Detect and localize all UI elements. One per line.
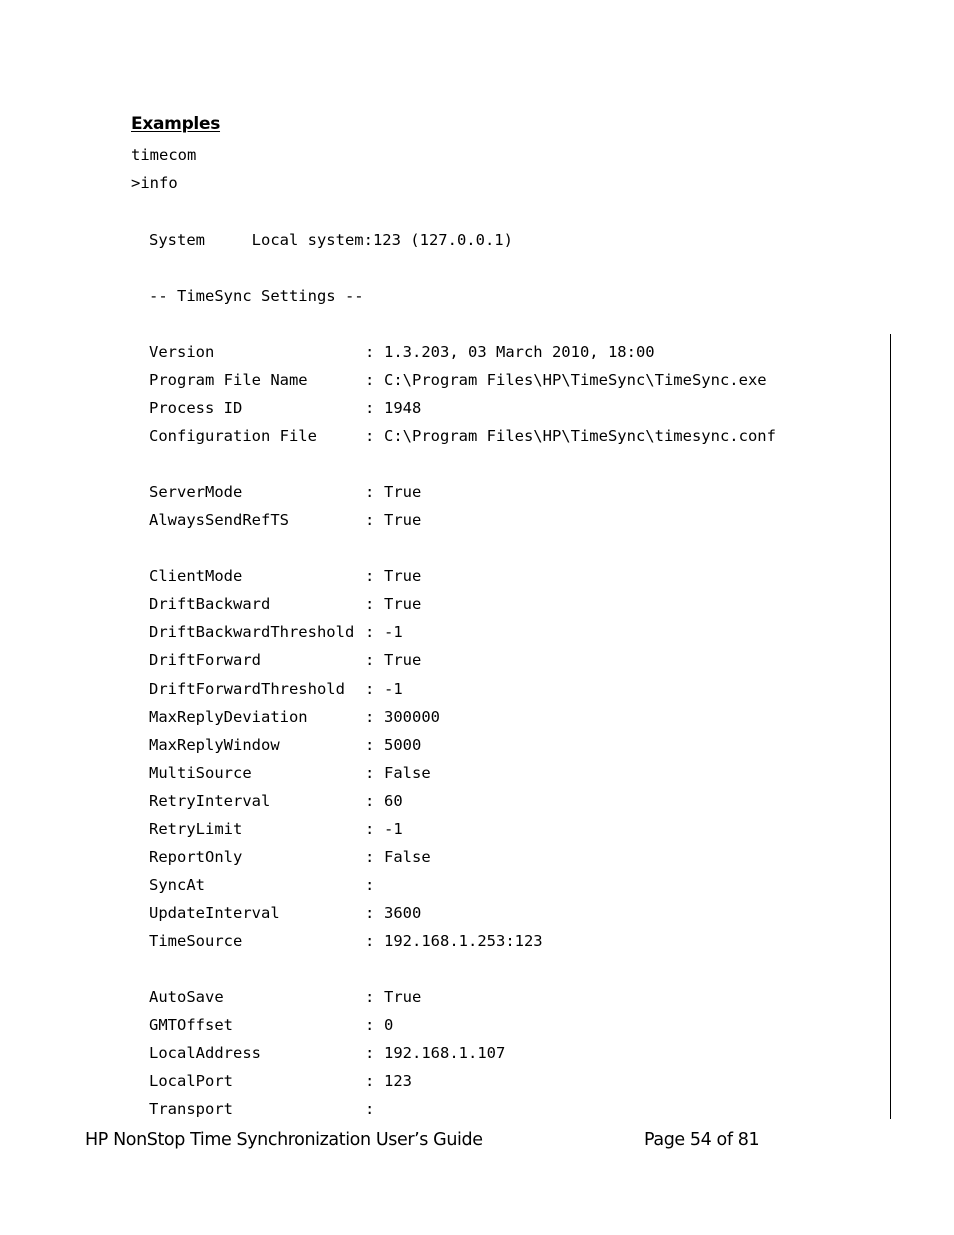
setting-separator: :: [365, 932, 375, 950]
setting-value: -1: [384, 820, 403, 838]
section-header: -- TimeSync Settings --: [149, 287, 364, 305]
setting-separator: :: [365, 483, 375, 501]
setting-key: LocalPort: [149, 1072, 233, 1090]
setting-separator: :: [365, 595, 375, 613]
setting-key: RetryInterval: [149, 792, 271, 810]
setting-value: 5000: [384, 736, 422, 754]
setting-separator: :: [365, 567, 375, 585]
setting-key: LocalAddress: [149, 1044, 261, 1062]
setting-separator: :: [365, 1044, 375, 1062]
setting-value: 1.3.203, 03 March 2010, 18:00: [384, 343, 655, 361]
setting-key: SyncAt: [149, 876, 205, 894]
setting-value: C:\Program Files\HP\TimeSync\TimeSync.exe: [384, 371, 767, 389]
setting-value: 300000: [384, 708, 440, 726]
setting-value: True: [384, 567, 422, 585]
setting-separator: :: [365, 904, 375, 922]
command-info: >info: [131, 174, 178, 192]
setting-separator: :: [365, 651, 375, 669]
setting-separator: :: [365, 736, 375, 754]
setting-value: 0: [384, 1016, 394, 1034]
setting-value: True: [384, 651, 422, 669]
setting-key: ServerMode: [149, 483, 243, 501]
setting-value: False: [384, 848, 431, 866]
setting-value: C:\Program Files\HP\TimeSync\timesync.conf: [384, 427, 776, 445]
setting-separator: :: [365, 399, 375, 417]
setting-key: GMTOffset: [149, 1016, 233, 1034]
setting-key: MaxReplyWindow: [149, 736, 280, 754]
setting-separator: :: [365, 708, 375, 726]
setting-separator: :: [365, 371, 375, 389]
setting-separator: :: [365, 680, 375, 698]
setting-value: True: [384, 988, 422, 1006]
setting-separator: :: [365, 427, 375, 445]
setting-value: True: [384, 511, 422, 529]
setting-key: DriftBackward: [149, 595, 271, 613]
setting-key: DriftForward: [149, 651, 261, 669]
setting-separator: :: [365, 623, 375, 641]
setting-value: True: [384, 595, 422, 613]
setting-separator: :: [365, 792, 375, 810]
setting-key: Transport: [149, 1100, 233, 1118]
setting-value: 192.168.1.253:123: [384, 932, 543, 950]
setting-separator: :: [365, 1100, 375, 1118]
setting-value: -1: [384, 623, 403, 641]
setting-value: -1: [384, 680, 403, 698]
setting-value: False: [384, 764, 431, 782]
setting-key: Process ID: [149, 399, 243, 417]
setting-separator: :: [365, 343, 375, 361]
setting-key: DriftForwardThreshold: [149, 680, 345, 698]
setting-separator: :: [365, 876, 375, 894]
setting-value: 1948: [384, 399, 422, 417]
setting-key: AutoSave: [149, 988, 224, 1006]
setting-value: 3600: [384, 904, 422, 922]
setting-key: UpdateInterval: [149, 904, 280, 922]
setting-separator: :: [365, 1072, 375, 1090]
setting-key: Version: [149, 343, 215, 361]
setting-key: Configuration File: [149, 427, 317, 445]
change-bar: [890, 334, 891, 1119]
command-timecom: timecom: [131, 146, 197, 164]
setting-key: RetryLimit: [149, 820, 243, 838]
setting-separator: :: [365, 511, 375, 529]
setting-key: ClientMode: [149, 567, 243, 585]
setting-separator: :: [365, 1016, 375, 1034]
setting-key: DriftBackwardThreshold: [149, 623, 355, 641]
system-line: System Local system:123 (127.0.0.1): [149, 231, 513, 249]
setting-key: ReportOnly: [149, 848, 243, 866]
setting-separator: :: [365, 988, 375, 1006]
setting-value: 192.168.1.107: [384, 1044, 506, 1062]
setting-key: AlwaysSendRefTS: [149, 511, 289, 529]
footer-title: HP NonStop Time Synchronization User’s Guide: [85, 1130, 483, 1150]
setting-key: MaxReplyDeviation: [149, 708, 308, 726]
setting-key: TimeSource: [149, 932, 243, 950]
examples-heading: Examples: [131, 114, 221, 134]
setting-separator: :: [365, 764, 375, 782]
setting-key: Program File Name: [149, 371, 308, 389]
setting-value: True: [384, 483, 422, 501]
setting-separator: :: [365, 848, 375, 866]
footer-page-number: Page 54 of 81: [644, 1130, 760, 1150]
setting-separator: :: [365, 820, 375, 838]
setting-key: MultiSource: [149, 764, 252, 782]
setting-value: 60: [384, 792, 403, 810]
setting-value: 123: [384, 1072, 412, 1090]
